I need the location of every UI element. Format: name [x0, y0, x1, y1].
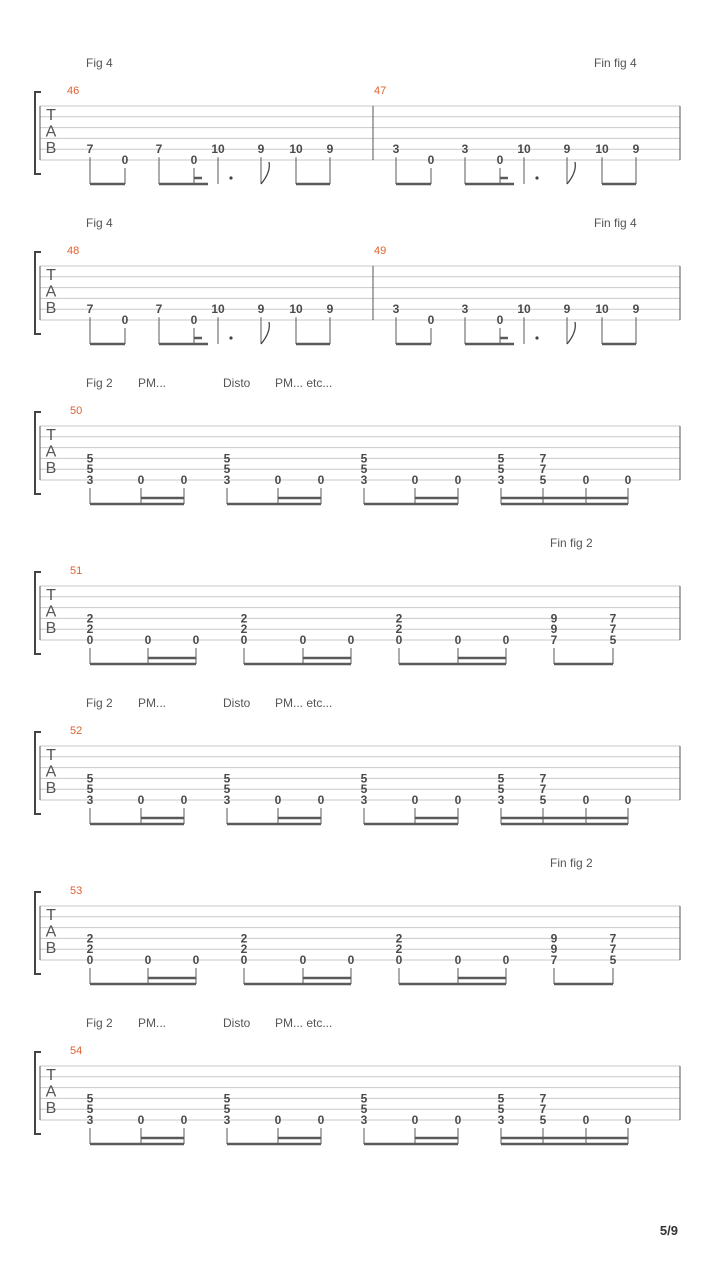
tab-clef-letter-t: T [46, 107, 56, 124]
fret-number: 0 [502, 953, 510, 967]
note-flag [567, 322, 575, 344]
fret-number: 0 [624, 793, 632, 807]
fret-number: 5 [223, 451, 231, 466]
fret-number: 0 [395, 633, 403, 647]
tab-clef-letter-a: A [45, 1083, 57, 1101]
fret-number: 0 [624, 1113, 632, 1127]
tab-clef-letter-b: B [45, 940, 57, 957]
fret-number: 10 [211, 302, 225, 317]
fret-number: 2 [395, 611, 403, 626]
fret-number: 3 [360, 793, 368, 807]
fret-number: 0 [144, 633, 152, 647]
figure-annotation: Fin fig 2 [550, 536, 593, 550]
tab-clef-letter-a: A [45, 763, 57, 781]
tab-clef-letter-b: B [45, 460, 57, 477]
fret-number: 7 [155, 302, 163, 317]
fret-number: 0 [317, 793, 325, 807]
fret-number: 0 [299, 953, 307, 967]
fret-number: 0 [192, 953, 200, 967]
fret-number: 10 [517, 142, 531, 157]
fret-number: 5 [539, 473, 547, 487]
figure-annotation: Fig 4 [86, 216, 113, 230]
tab-system-5 [35, 696, 680, 824]
dot [229, 176, 232, 179]
fret-number: 0 [137, 473, 145, 487]
tab-clef-letter-a: A [45, 923, 57, 941]
fret-number: 0 [347, 633, 355, 647]
fret-number: 10 [517, 302, 531, 317]
fret-number: 3 [360, 1113, 368, 1127]
tab-system-1 [35, 56, 680, 184]
dot [535, 336, 538, 339]
fret-number: 9 [550, 931, 558, 946]
fret-number: 10 [211, 142, 225, 157]
dot [229, 336, 232, 339]
fret-number: 2 [395, 622, 403, 637]
fret-number: 5 [223, 1102, 231, 1117]
fret-number: 5 [360, 1102, 368, 1117]
fret-number: 9 [632, 302, 640, 317]
fret-number: 5 [223, 782, 231, 797]
figure-annotation: Fig 4 [86, 56, 113, 70]
figure-annotation: PM... [138, 1016, 167, 1030]
fret-number: 3 [223, 1113, 231, 1127]
fret-number: 3 [497, 793, 505, 807]
fret-number: 5 [497, 782, 505, 797]
tab-clef-letter-t: T [46, 1067, 56, 1084]
fret-number: 5 [497, 771, 505, 786]
fret-number: 0 [502, 633, 510, 647]
figure-annotation: PM... [138, 376, 167, 390]
fret-number: 3 [392, 142, 400, 157]
note-flag [261, 162, 269, 184]
tab-clef-letter-t: T [46, 267, 56, 284]
fret-number: 0 [180, 793, 188, 807]
fret-number: 2 [86, 611, 94, 626]
fret-number: 3 [223, 793, 231, 807]
fret-number: 0 [240, 633, 248, 647]
fret-number: 0 [299, 633, 307, 647]
fret-number: 7 [539, 451, 547, 466]
measure-number: 48 [67, 245, 80, 257]
fret-number: 9 [326, 142, 334, 157]
fret-number: 0 [190, 313, 198, 327]
fret-number: 0 [411, 1113, 419, 1127]
measure-number: 54 [70, 1045, 83, 1057]
fret-number: 7 [155, 142, 163, 157]
fret-number: 5 [497, 462, 505, 477]
fret-number: 10 [595, 302, 609, 317]
fret-number: 0 [192, 633, 200, 647]
figure-annotation: Disto [223, 1016, 251, 1030]
fret-number: 5 [360, 451, 368, 466]
fret-number: 3 [461, 142, 469, 157]
fret-number: 3 [360, 473, 368, 487]
fret-number: 5 [86, 1091, 94, 1106]
tab-clef-letter-b: B [45, 780, 57, 797]
fret-number: 5 [223, 462, 231, 477]
fret-number: 5 [86, 782, 94, 797]
fret-number: 5 [360, 782, 368, 797]
fret-number: 0 [180, 1113, 188, 1127]
dot [535, 176, 538, 179]
fret-number: 0 [454, 953, 462, 967]
figure-annotation: PM... [138, 696, 167, 710]
fret-number: 9 [326, 302, 334, 317]
fret-number: 0 [454, 793, 462, 807]
tab-clef-letter-t: T [46, 587, 56, 604]
tab-clef-letter-t: T [46, 427, 56, 444]
fret-number: 5 [86, 462, 94, 477]
fret-number: 9 [563, 302, 571, 317]
measure-number: 53 [70, 885, 83, 897]
fret-number: 9 [563, 142, 571, 157]
measure-number: 47 [374, 85, 387, 97]
fret-number: 0 [144, 953, 152, 967]
fret-number: 5 [497, 451, 505, 466]
fret-number: 9 [550, 622, 558, 637]
fret-number: 3 [497, 1113, 505, 1127]
fret-number: 7 [609, 942, 617, 957]
fret-number: 0 [137, 793, 145, 807]
tab-clef-letter-a: A [45, 123, 57, 141]
note-flag [261, 322, 269, 344]
fret-number: 7 [609, 622, 617, 637]
fret-number: 5 [223, 771, 231, 786]
fret-number: 0 [137, 1113, 145, 1127]
fret-number: 5 [609, 633, 617, 647]
fret-number: 0 [347, 953, 355, 967]
fret-number: 0 [411, 473, 419, 487]
fret-number: 7 [86, 142, 94, 157]
fret-number: 0 [427, 313, 435, 327]
fret-number: 3 [223, 473, 231, 487]
fret-number: 0 [411, 793, 419, 807]
figure-annotation: Fin fig 4 [594, 56, 637, 70]
fret-number: 0 [582, 1113, 590, 1127]
figure-annotation: PM... etc... [275, 1016, 333, 1030]
tab-clef-letter-b: B [45, 300, 57, 317]
fret-number: 2 [86, 622, 94, 637]
figure-annotation: Fig 2 [86, 376, 113, 390]
tab-clef-letter-t: T [46, 907, 56, 924]
fret-number: 9 [550, 611, 558, 626]
tab-clef-letter-b: B [45, 620, 57, 637]
fret-number: 0 [274, 1113, 282, 1127]
fret-number: 0 [624, 473, 632, 487]
measure-number: 49 [374, 245, 387, 257]
tab-clef-letter-a: A [45, 443, 57, 461]
fret-number: 0 [496, 313, 504, 327]
fret-number: 5 [539, 1113, 547, 1127]
page-number: 5/9 [659, 1223, 678, 1238]
fret-number: 7 [609, 611, 617, 626]
fret-number: 5 [360, 462, 368, 477]
fret-number: 0 [121, 153, 129, 167]
fret-number: 5 [223, 1091, 231, 1106]
fret-number: 0 [496, 153, 504, 167]
figure-annotation: PM... etc... [275, 376, 333, 390]
fret-number: 2 [240, 611, 248, 626]
fret-number: 7 [539, 771, 547, 786]
fret-number: 7 [86, 302, 94, 317]
tab-clef-letter-a: A [45, 283, 57, 301]
note-flag [567, 162, 575, 184]
fret-number: 0 [454, 633, 462, 647]
fret-number: 0 [240, 953, 248, 967]
fret-number: 2 [395, 931, 403, 946]
fret-number: 7 [550, 953, 558, 967]
figure-annotation: Fig 2 [86, 696, 113, 710]
figure-annotation: PM... etc... [275, 696, 333, 710]
measure-number: 51 [70, 565, 83, 577]
fret-number: 5 [360, 771, 368, 786]
fret-number: 0 [454, 1113, 462, 1127]
tab-system-4 [35, 536, 680, 664]
fret-number: 0 [190, 153, 198, 167]
fret-number: 5 [86, 1102, 94, 1117]
fret-number: 0 [454, 473, 462, 487]
fret-number: 0 [427, 153, 435, 167]
fret-number: 7 [539, 782, 547, 797]
fret-number: 5 [86, 451, 94, 466]
fret-number: 2 [395, 942, 403, 957]
figure-annotation: Fin fig 4 [594, 216, 637, 230]
fret-number: 5 [497, 1102, 505, 1117]
fret-number: 5 [539, 793, 547, 807]
fret-number: 2 [86, 942, 94, 957]
tab-clef-letter-a: A [45, 603, 57, 621]
fret-number: 10 [595, 142, 609, 157]
tab-system-3 [35, 376, 680, 504]
fret-number: 0 [582, 473, 590, 487]
fret-number: 0 [317, 1113, 325, 1127]
fret-number: 5 [86, 771, 94, 786]
fret-number: 7 [539, 1091, 547, 1106]
fret-number: 7 [609, 931, 617, 946]
fret-number: 9 [257, 142, 265, 157]
fret-number: 0 [121, 313, 129, 327]
fret-number: 0 [86, 633, 94, 647]
fret-number: 3 [461, 302, 469, 317]
fret-number: 0 [395, 953, 403, 967]
fret-number: 5 [360, 1091, 368, 1106]
fret-number: 10 [289, 302, 303, 317]
fret-number: 3 [392, 302, 400, 317]
tab-system-6 [35, 856, 680, 984]
fret-number: 0 [582, 793, 590, 807]
fret-number: 0 [274, 793, 282, 807]
fret-number: 2 [240, 942, 248, 957]
fret-number: 9 [632, 142, 640, 157]
fret-number: 7 [539, 462, 547, 477]
measure-number: 46 [67, 85, 80, 97]
figure-annotation: Disto [223, 696, 251, 710]
fret-number: 3 [86, 1113, 94, 1127]
fret-number: 9 [257, 302, 265, 317]
fret-number: 0 [274, 473, 282, 487]
fret-number: 0 [317, 473, 325, 487]
tab-clef-letter-b: B [45, 140, 57, 157]
fret-number: 3 [86, 473, 94, 487]
tab-clef-letter-t: T [46, 747, 56, 764]
fret-number: 3 [497, 473, 505, 487]
fret-number: 0 [86, 953, 94, 967]
fret-number: 3 [86, 793, 94, 807]
figure-annotation: Fin fig 2 [550, 856, 593, 870]
fret-number: 10 [289, 142, 303, 157]
fret-number: 9 [550, 942, 558, 957]
measure-number: 50 [70, 405, 83, 417]
figure-annotation: Disto [223, 376, 251, 390]
fret-number: 5 [497, 1091, 505, 1106]
fret-number: 7 [550, 633, 558, 647]
fret-number: 5 [609, 953, 617, 967]
fret-number: 2 [240, 622, 248, 637]
tab-system-2 [35, 216, 680, 344]
fret-number: 2 [240, 931, 248, 946]
fret-number: 2 [86, 931, 94, 946]
measure-number: 52 [70, 725, 83, 737]
fret-number: 7 [539, 1102, 547, 1117]
tab-system-7 [35, 1016, 680, 1144]
figure-annotation: Fig 2 [86, 1016, 113, 1030]
fret-number: 0 [180, 473, 188, 487]
tab-clef-letter-b: B [45, 1100, 57, 1117]
